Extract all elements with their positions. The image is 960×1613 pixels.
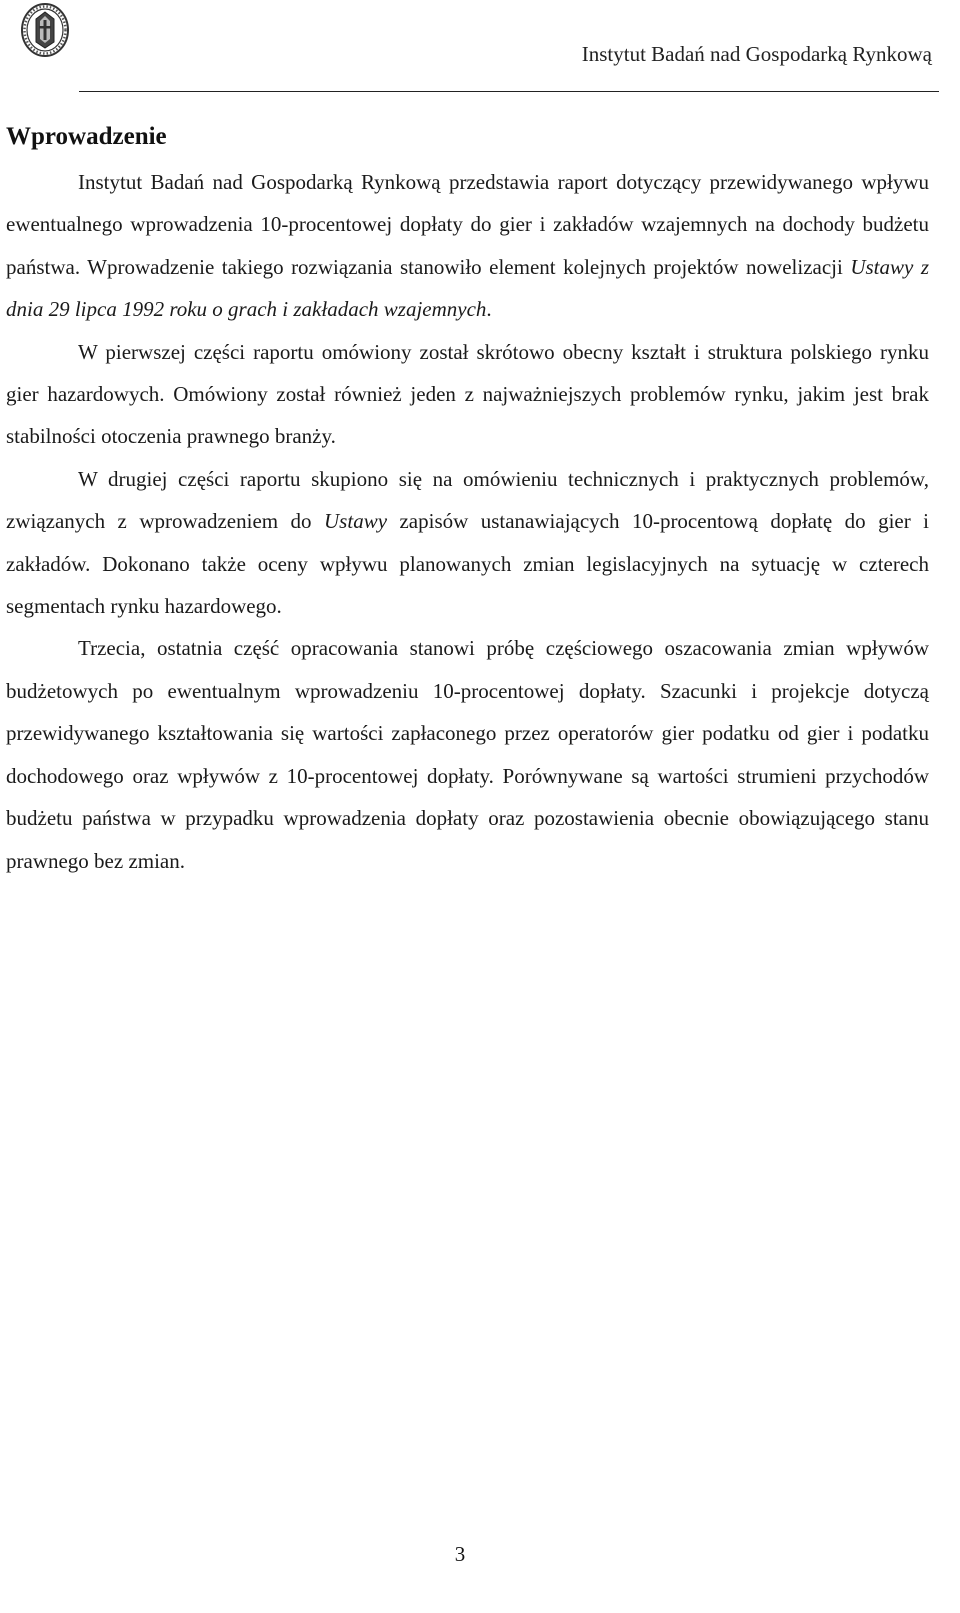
paragraph-part-two: W drugiej części raportu skupiono się na omówieniu technicznych i praktycznych problemów, związanych z wprowadzeniem do Ustawy zapisów ustanawiających 10-procentową dopłatę do gier i zakładów. Dokonano także oceny wpływu planowanych zmian legislacyjnych na sytuację w czterech segmentach rynku hazardowego. <box>6 466 929 619</box>
paragraph-part-one: W pierwszej części raportu omówiony został skrótowo obecny kształt i struktura polskiego rynku gier hazardowych. Omówiony został również jeden z najważniejszych problemów rynku, jakim jest brak stabilności otoczenia prawnego branży. <box>6 339 929 449</box>
paragraph-part-three: Trzecia, ostatnia część opracowania stanowi próbę częściowego oszacowania zmian wpływów budżetowych po ewentualnym wprowadzeniu 10-procentowej dopłaty. Szacunki i projekcje dotyczą przewidywanego kształtowania się wartości zapłaconego przez operatorów gier podatku od gier i podatku dochodowego oraz wpływów z 10-procentowej dopłaty. Porównywane są wartości strumieni przychodów budżetu państwa w przypadku wprowadzenia dopłaty oraz pozostawienia obecnie obowiązującego stanu prawnego bez zmian. <box>6 636 929 873</box>
paragraph-intro: Instytut Badań nad Gospodarką Rynkową przedstawia raport dotyczący przewidywanego wpływu ewentualnego wprowadzenia 10-procentowej dopłaty do gier i zakładów wzajemnych na dochody budżetu państwa. Wprowadzenie takiego rozwiązania stanowiło element kolejnych projektów nowelizacji Ustawy z dnia 29 lipca 1992 roku o grach i zakładach wzajemnych. <box>6 170 929 322</box>
section-heading: Wprowadzenie <box>6 123 167 150</box>
institute-seal-logo <box>20 2 70 58</box>
body-text <box>6 161 929 882</box>
act-reference: Ustawy <box>324 509 388 534</box>
header-divider <box>79 91 939 92</box>
act-title: Ustawy z dnia 29 lipca 1992 roku o grach i zakładach wzajemnych <box>6 254 929 322</box>
header-title: Instytut Badań nad Gospodarką Rynkową <box>581 42 932 66</box>
page-number: 3 <box>454 1542 466 1566</box>
